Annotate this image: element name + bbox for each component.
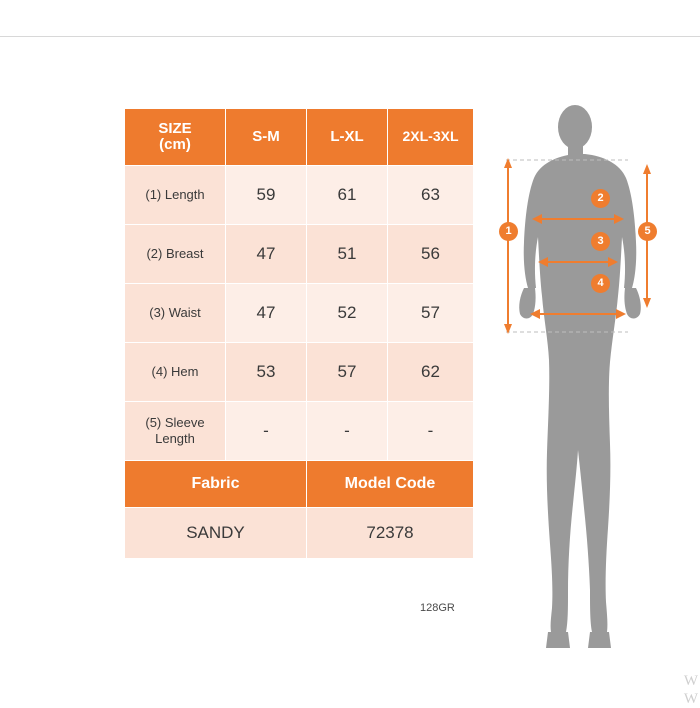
- table-row: [125, 225, 474, 284]
- cell-length-l-xl: 61: [307, 166, 388, 225]
- table-row: [125, 166, 474, 225]
- row-label-breast: (2) Breast: [125, 225, 226, 284]
- cell-breast-2xl-3xl: 56: [388, 225, 474, 284]
- size-chart-page: [0, 37, 700, 707]
- table-row: [125, 284, 474, 343]
- header-size-line2: (cm): [159, 136, 191, 153]
- row-label-waist: (3) Waist: [125, 284, 226, 343]
- table-row: [125, 402, 474, 461]
- silhouette-svg: [478, 92, 700, 662]
- cell-waist-2xl-3xl: 57: [388, 284, 474, 343]
- header-model-code: Model Code: [307, 461, 474, 508]
- badge-4: 4: [591, 274, 610, 293]
- cell-length-s-m: 59: [226, 166, 307, 225]
- cell-length-2xl-3xl: 63: [388, 166, 474, 225]
- cell-breast-l-xl: 51: [307, 225, 388, 284]
- header-2xl-3xl: 2XL-3XL: [388, 109, 474, 166]
- header-s-m: S-M: [226, 109, 307, 166]
- cell-waist-l-xl: 52: [307, 284, 388, 343]
- cell-hem-2xl-3xl: 62: [388, 343, 474, 402]
- cell-hem-s-m: 53: [226, 343, 307, 402]
- watermark-line-1: W: [683, 673, 698, 689]
- fabric-value-row: [125, 508, 474, 559]
- badge-2: 2: [591, 189, 610, 208]
- badge-5: 5: [638, 222, 657, 241]
- row-label-length: (1) Length: [125, 166, 226, 225]
- row-label-sleeve-line2: Length: [155, 431, 195, 446]
- cell-waist-s-m: 47: [226, 284, 307, 343]
- watermark-line-2: W: [683, 691, 698, 707]
- fabric-header-row: [125, 461, 474, 508]
- cell-sleeve-l-xl: -: [307, 402, 388, 461]
- table-header-row: [125, 109, 474, 166]
- header-size-cm: [125, 109, 226, 166]
- female-silhouette-icon: [519, 105, 641, 648]
- row-label-sleeve-line1: (5) Sleeve: [145, 415, 205, 431]
- badge-3: 3: [591, 232, 610, 251]
- row-label-sleeve-length: [125, 402, 226, 461]
- cell-sleeve-s-m: -: [226, 402, 307, 461]
- size-chart-table: [124, 108, 474, 559]
- cell-breast-s-m: 47: [226, 225, 307, 284]
- cell-model-code-value: 72378: [307, 508, 474, 559]
- cell-sleeve-2xl-3xl: -: [388, 402, 474, 461]
- header-size-line1: SIZE: [158, 119, 192, 137]
- badge-1: 1: [499, 222, 518, 241]
- header-l-xl: L-XL: [307, 109, 388, 166]
- cell-fabric-value: SANDY: [125, 508, 307, 559]
- measurement-figure: [478, 92, 700, 662]
- table-row: [125, 343, 474, 402]
- code-note: 128GR: [420, 602, 455, 614]
- header-fabric: Fabric: [125, 461, 307, 508]
- row-label-hem: (4) Hem: [125, 343, 226, 402]
- top-band: [0, 0, 700, 37]
- cell-hem-l-xl: 57: [307, 343, 388, 402]
